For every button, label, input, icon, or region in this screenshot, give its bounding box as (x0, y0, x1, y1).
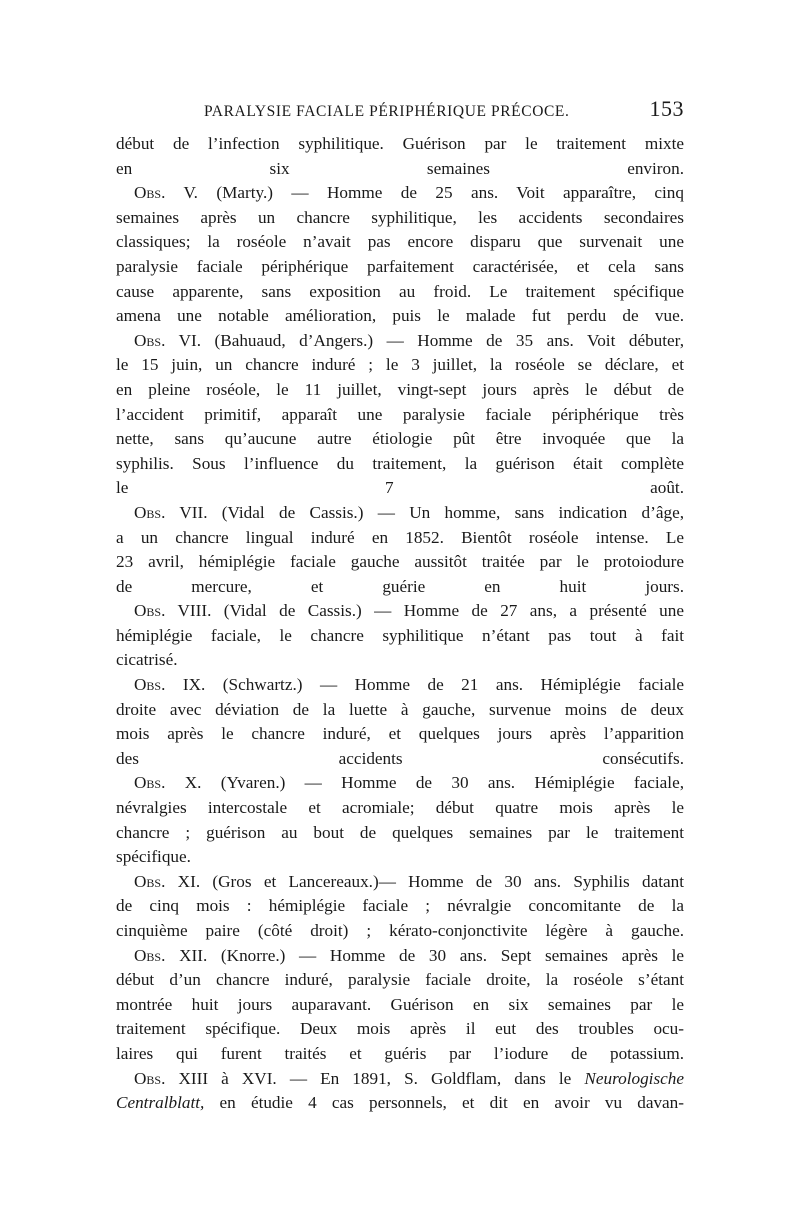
obs-label: Obs. (134, 675, 166, 695)
body-text (116, 132, 684, 1116)
text-line: le 15 juin, un chancre induré ; le 3 juillet, la roséole se déclare, et (116, 355, 684, 375)
text-line: VII. (Vidal de Cassis.) — Un homme, sans indication d’âge, (165, 502, 684, 522)
text-line: laires qui furent traités et guéris par l’iodure de potassium. (116, 1043, 684, 1063)
observation-7 (116, 501, 684, 599)
obs-label: Obs. (134, 183, 166, 203)
text-line: début de l’infection syphilitique. Guérison par le traitement mixte (116, 134, 684, 153)
text-line: traitement spécifique. Deux mois après il eut des troubles ocu- (116, 1019, 684, 1039)
text-line: X. (Yvaren.) — Homme de 30 ans. Hémiplégie faciale, (165, 773, 684, 793)
obs-label: Obs. (134, 871, 166, 891)
obs-label: Obs. (134, 1068, 166, 1088)
text-line: de cinq mois : hémiplégie faciale ; névralgie concomitante de la (116, 896, 684, 916)
observation-6 (116, 329, 684, 501)
text-line: mois après le chancre induré, et quelques jours après l’apparition (116, 724, 684, 744)
text-line: de mercure, et guérie en huit jours. (116, 576, 684, 596)
text-line: le 7 août. (116, 478, 684, 498)
obs-label: Obs. (134, 945, 166, 965)
text-line: en six semaines environ. (116, 158, 684, 178)
obs-label: Obs. (134, 601, 166, 621)
observation-5 (116, 181, 684, 329)
running-title: PARALYSIE FACIALE PÉRIPHÉRIQUE PRÉCOCE. (204, 103, 570, 120)
text-line: névralgies intercostale et acromiale; début quatre mois après le (116, 798, 684, 818)
text-line: chancre ; guérison au bout de quelques semaines par le traitement (116, 822, 684, 842)
text-line: en étudie 4 cas personnels, et dit en avoir vu davan- (204, 1093, 684, 1113)
text-line: XIII à XVI. — En 1891, S. Goldflam, dans le (165, 1068, 585, 1088)
text-line: spécifique. (116, 847, 191, 867)
text-line: a un chancre lingual induré en 1852. Bientôt roséole intense. Le (116, 527, 684, 547)
observation-13-16 (116, 1067, 684, 1116)
text-line: droite avec déviation de la luette à gauche, survenue moins de deux (116, 699, 684, 719)
observation-12 (116, 944, 684, 1067)
observation-9 (116, 673, 684, 771)
text-line: cause apparente, sans exposition au froid. Le traitement spécifique (116, 281, 684, 301)
text-line: cinquième paire (côté droit) ; kérato-conjonctivite légère à gauche. (116, 921, 684, 940)
text-line: syphilis. Sous l’influence du traitement, la guérison était complète (116, 453, 684, 473)
text-line: en pleine roséole, le 11 juillet, vingt-sept jours après le début de (116, 379, 684, 399)
obs-label: Obs. (134, 502, 166, 522)
text-line: XI. (Gros et Lancereaux.)— Homme de 30 ans. Syphilis datant (165, 871, 684, 891)
text-line: cicatrisé. (116, 650, 178, 670)
text-line: montrée huit jours auparavant. Guérison en six semaines par le (116, 994, 684, 1014)
text-line: VIII. (Vidal de Cassis.) — Homme de 27 ans, a présenté une (165, 601, 684, 621)
text-line: nette, sans qu’aucune autre étiologie pût être invoquée que la (116, 429, 684, 449)
text-line: l’accident primitif, apparaît une paralysie faciale périphérique très (116, 404, 684, 424)
text-line: VI. (Bahuaud, d’Angers.) — Homme de 35 ans. Voit débuter, (165, 330, 684, 350)
running-header (116, 96, 684, 122)
text-line: classiques; la roséole n’avait pas encore disparu que survenait une (116, 232, 684, 252)
journal-title: Centralblatt, (116, 1093, 205, 1113)
journal-title: Neurologische (584, 1068, 684, 1088)
observation-10 (116, 771, 684, 869)
observation-8 (116, 599, 684, 673)
text-line: hémiplégie faciale, le chancre syphilitique n’étant pas tout à fait (116, 625, 684, 645)
text-line: amena une notable amélioration, puis le malade fut perdu de vue. (116, 306, 684, 326)
text-line: paralysie faciale périphérique parfaitement caractérisée, et cela sans (116, 256, 684, 276)
text-line: des accidents consécutifs. (116, 748, 684, 768)
text-line: semaines après un chancre syphilitique, les accidents secondaires (116, 207, 684, 227)
observation-11 (116, 870, 684, 944)
text-line: V. (Marty.) — Homme de 25 ans. Voit apparaître, cinq (165, 183, 684, 203)
obs-label: Obs. (134, 773, 166, 793)
obs-label: Obs. (134, 330, 166, 350)
text-line: IX. (Schwartz.) — Homme de 21 ans. Hémiplégie faciale (165, 675, 684, 695)
page-number: 153 (649, 96, 684, 121)
text-line: XII. (Knorre.) — Homme de 30 ans. Sept semaines après le (165, 945, 684, 965)
paragraph-continuation (116, 132, 684, 181)
text-line: début d’un chancre induré, paralysie faciale droite, la roséole s’étant (116, 970, 684, 990)
text-line: 23 avril, hémiplégie faciale gauche aussitôt traitée par le protoiodure (116, 552, 684, 572)
